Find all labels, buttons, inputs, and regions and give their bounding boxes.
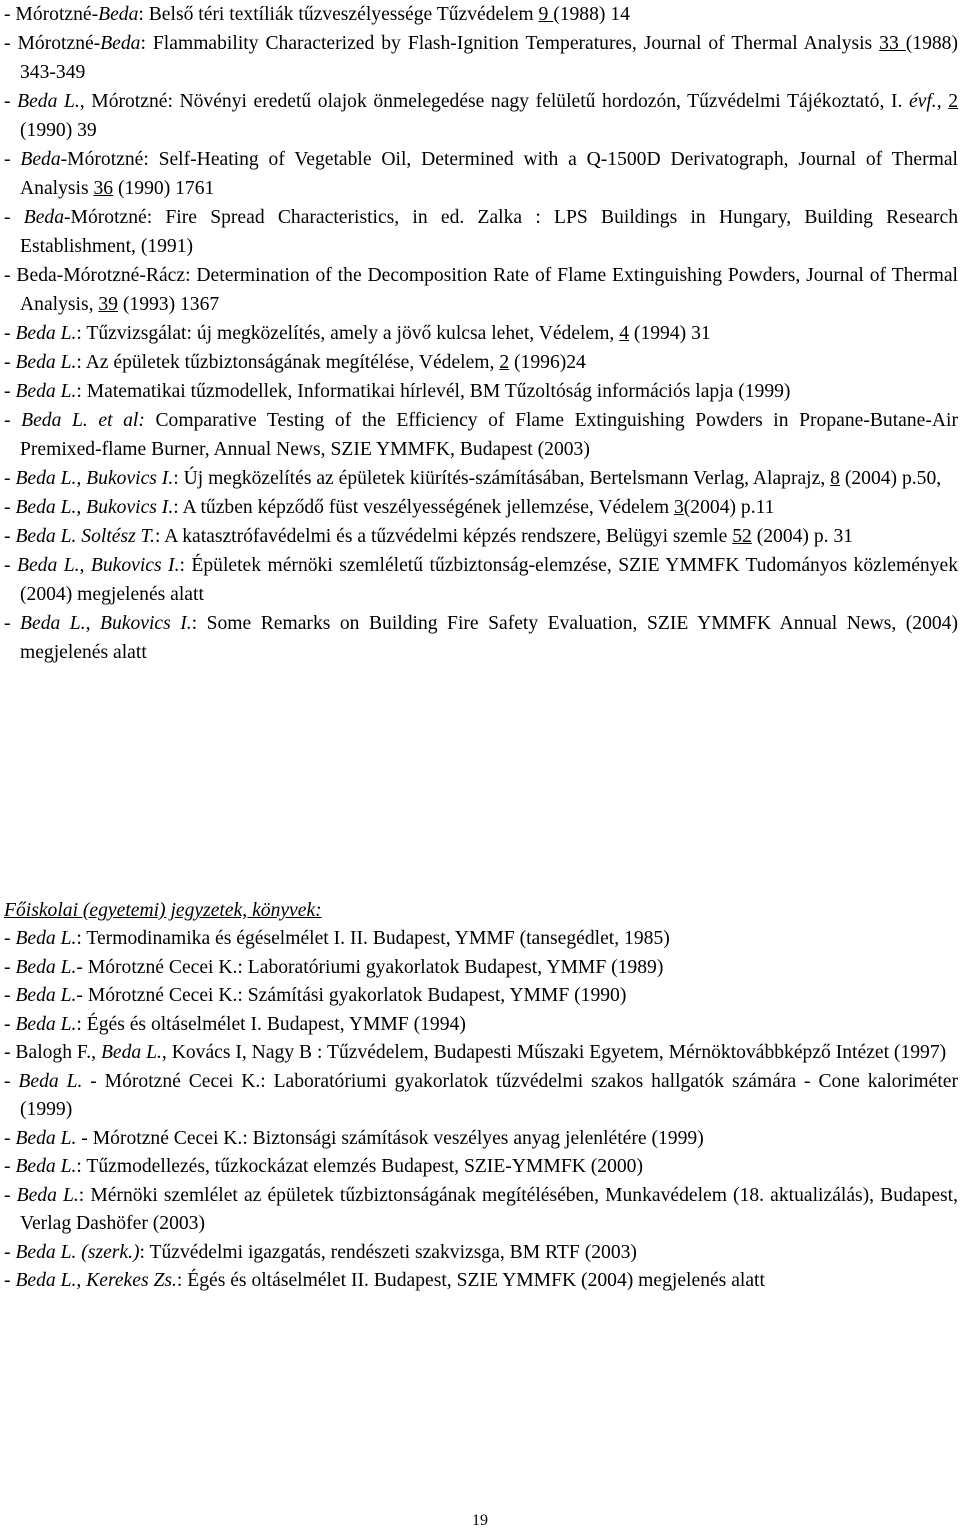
book-item [4,1267,958,1296]
text-segment: Beda [23,207,65,228]
text-segment: (2004) p. 31 [751,526,854,547]
text-segment: 2 [948,91,959,112]
reference-item [4,493,958,522]
text-segment: : Some Remarks on Building Fire Safety Evaluation, SZIE YMMFK Annual News, (2004) megjelenés alatt [20,613,958,663]
text-segment: - Mórotzné Cecei K.: Laboratóriumi gyakorlatok tűzvédelmi szakos hallgatók számára - Cone kaloriméter (1999) [20,1070,958,1120]
text-segment: - [4,1184,17,1206]
text-segment: Comparative Testing of the Efficiency of Flame Extinguishing Powders in Propane-Butane-Air Premixed-flame Burner, Annual News, SZIE YMMFK, Budapest (2003) [20,410,958,460]
text-segment: (1994) 31 [629,323,711,344]
book-item [4,1125,958,1154]
text-segment: Beda L. [100,1042,162,1063]
text-segment: -Mórotzné: Self-Heating of Vegetable Oil, Determined with a Q-1500D Derivatograph, Journal of Thermal Analysis [20,149,958,199]
text-segment: : Belső téri textíliák tűzveszélyessége Tűzvédelem [138,4,539,25]
text-segment: Beda L. [15,352,77,373]
reference-item [4,348,958,377]
text-segment: Beda [98,4,139,25]
text-segment: - [4,1127,16,1149]
text-segment: - [4,497,16,518]
text-segment: - [4,410,22,431]
text-segment: -Mórotzné: Fire Spread Characteristics, in ed. Zalka : LPS Buildings in Hungary, Building Research Establishment, (1991) [20,207,958,257]
text-segment: - [4,323,16,344]
text-segment: - [4,1270,16,1291]
text-segment: Beda L. [15,1156,77,1177]
text-segment: - [4,1156,16,1177]
text-segment: : A tűzben képződő füst veszélyességének jellemzése, Védelem [173,497,674,518]
reference-item [4,377,958,406]
text-segment: Beda L. Soltész T. [15,526,155,547]
text-segment: Beda L. [15,381,77,402]
text-segment: - Beda-Mórotzné-Rácz: Determination of the Decomposition Rate of Flame Extinguishing Powders, Journal of Thermal Analysis, [4,265,958,315]
text-segment: - [4,91,18,112]
reference-item [4,464,958,493]
text-segment: : Mérnöki szemlélet az épületek tűzbiztonságának megítélésében, Munkavédelem (18. aktualizálás), Budapest, Verlag Dashöfer (2003) [20,1184,958,1234]
text-segment: - [4,526,16,547]
text-segment: (1990) 39 [20,120,97,141]
text-segment: : Flammability Characterized by Flash-Ignition Temperatures, Journal of Thermal Analysis [140,33,880,54]
text-segment: Beda L. [17,91,80,112]
text-segment: - [4,1013,16,1035]
text-segment: : Tűzvizsgálat: új megközelítés, amely a jövő kulcsa lehet, Védelem, [76,323,620,344]
reference-item [4,261,958,319]
text-segment: (1988) 343-349 [20,33,959,83]
book-item [4,925,958,954]
text-segment: Beda L., Bukovics I. [15,497,174,518]
text-segment: : Új megközelítés az épületek kiürítés-számításában, Bertelsmann Verlag, Alaprajz, [173,468,831,489]
text-segment: Beda L., Kerekes Zs. [15,1270,177,1291]
text-segment: : Égés és oltáselmélet II. Budapest, SZIE YMMFK (2004) megjelenés alatt [176,1270,765,1291]
text-segment: : Termodinamika és égéselmélet I. II. Budapest, YMMF (tansegédlet, 1985) [76,928,670,949]
text-segment: Beda L. (szerk.) [15,1241,140,1263]
text-segment: : A katasztrófavédelmi és a tűzvédelmi képzés rendszere, Belügyi szemle [154,526,733,547]
text-segment: Beda L. [15,985,77,1006]
text-segment: Beda [20,149,61,170]
text-segment: (1988) 14 [553,4,630,25]
text-segment: Beda L. et al: [21,410,145,431]
text-segment: 9 [538,4,554,25]
text-segment: Beda L., Bukovics I. [20,613,192,634]
text-segment: (1996)24 [509,352,586,373]
reference-item [4,203,958,261]
text-segment: - [4,985,16,1006]
section-title: Főiskolai (egyetemi) jegyzetek, könyvek: [4,900,322,921]
reference-item [4,0,958,29]
book-item [4,1011,958,1040]
text-segment: Beda L. [15,1013,77,1035]
text-segment: Beda L., Bukovics I. [15,468,174,489]
text-segment: Beda L. [18,1070,83,1092]
text-segment: évf. [908,91,937,112]
text-segment: - [4,613,21,634]
text-segment: - [4,555,17,576]
text-segment: - Mórotzné- [4,33,101,54]
text-segment: : Tűzvédelmi igazgatás, rendészeti szakvizsga, BM RTF (2003) [139,1241,637,1263]
text-segment: - [4,1070,19,1092]
text-segment: - [4,352,16,373]
text-segment: - [4,468,16,489]
page-number: 19 [472,1512,488,1529]
text-segment: 33 [879,33,906,54]
text-segment: : Az épületek tűzbiztonságának megítélése, Védelem, [76,352,500,373]
text-segment: Beda L. [15,956,77,978]
text-segment: 36 [93,178,114,199]
text-segment: (1993) 1367 [117,294,220,315]
book-item [4,1182,958,1239]
text-segment: , Mórotzné: Növényi eredetű olajok önmelegedése nagy felületű hordozón, Tűzvédelmi Tájékoztató, I. [79,91,909,112]
books-section [4,897,958,1296]
text-segment: Beda L. [15,1127,77,1149]
reference-item [4,609,958,667]
text-segment: : Tűzmodellezés, tűzkockázat elemzés Budapest, SZIE-YMMFK (2000) [76,1156,644,1177]
text-segment: (2004) p.50, [839,468,942,489]
book-item [4,1068,958,1125]
reference-item [4,87,958,145]
text-segment: - Balogh F., [4,1042,101,1063]
text-segment: Beda L. [16,1184,79,1206]
text-segment: 52 [732,526,752,547]
text-segment: - [4,1241,16,1263]
text-segment: 2 [499,352,510,373]
text-segment: : Matematikai tűzmodellek, Informatikai hírlevél, BM Tűzoltóság információs lapja (1999) [76,381,791,402]
reference-item [4,522,958,551]
text-segment: - [4,956,16,978]
text-segment: Beda L. [15,928,77,949]
text-segment: - [4,149,21,170]
text-segment: - [4,381,16,402]
book-item [4,982,958,1011]
book-item [4,954,958,983]
text-segment: (1990) 1761 [113,178,215,199]
reference-item [4,29,958,87]
text-segment: , Kovács I, Nagy B : Tűzvédelem, Budapesti Műszaki Egyetem, Mérnöktovábbképző Intézet (1997) [161,1042,947,1063]
text-segment: (2004) p.11 [683,497,775,518]
text-segment: 4 [619,323,630,344]
text-segment: - Mórotzné Cecei K.: Számítási gyakorlatok Budapest, YMMF (1990) [76,985,627,1006]
reference-item [4,406,958,464]
book-item [4,1239,958,1268]
reference-item [4,319,958,348]
book-item [4,1153,958,1182]
text-segment: Beda [100,33,141,54]
text-segment: - [4,207,24,228]
text-segment: 3 [673,497,684,518]
text-segment: - Mórotzné Cecei K.: Laboratóriumi gyakorlatok Budapest, YMMF (1989) [76,956,664,978]
reference-list [4,0,958,667]
text-segment: , [936,91,949,112]
reference-item [4,551,958,609]
books-list [4,925,958,1296]
text-segment: 39 [98,294,118,315]
text-segment: Beda L., Bukovics I. [17,555,180,576]
text-segment: - Mórotzné- [4,4,99,25]
reference-item [4,145,958,203]
text-segment: - Mórotzné Cecei K.: Biztonsági számítások veszélyes anyag jelenlétére (1999) [76,1127,704,1149]
text-segment: : Épületek mérnöki szemléletű tűzbiztonság-elemzése, SZIE YMMFK Tudományos közlemények (2004) megjelenés alatt [20,555,958,605]
text-segment: 8 [830,468,840,489]
text-segment: - [4,928,16,949]
text-segment: : Égés és oltáselmélet I. Budapest, YMMF (1994) [76,1013,466,1035]
book-item [4,1039,958,1068]
text-segment: Beda L. [15,323,77,344]
